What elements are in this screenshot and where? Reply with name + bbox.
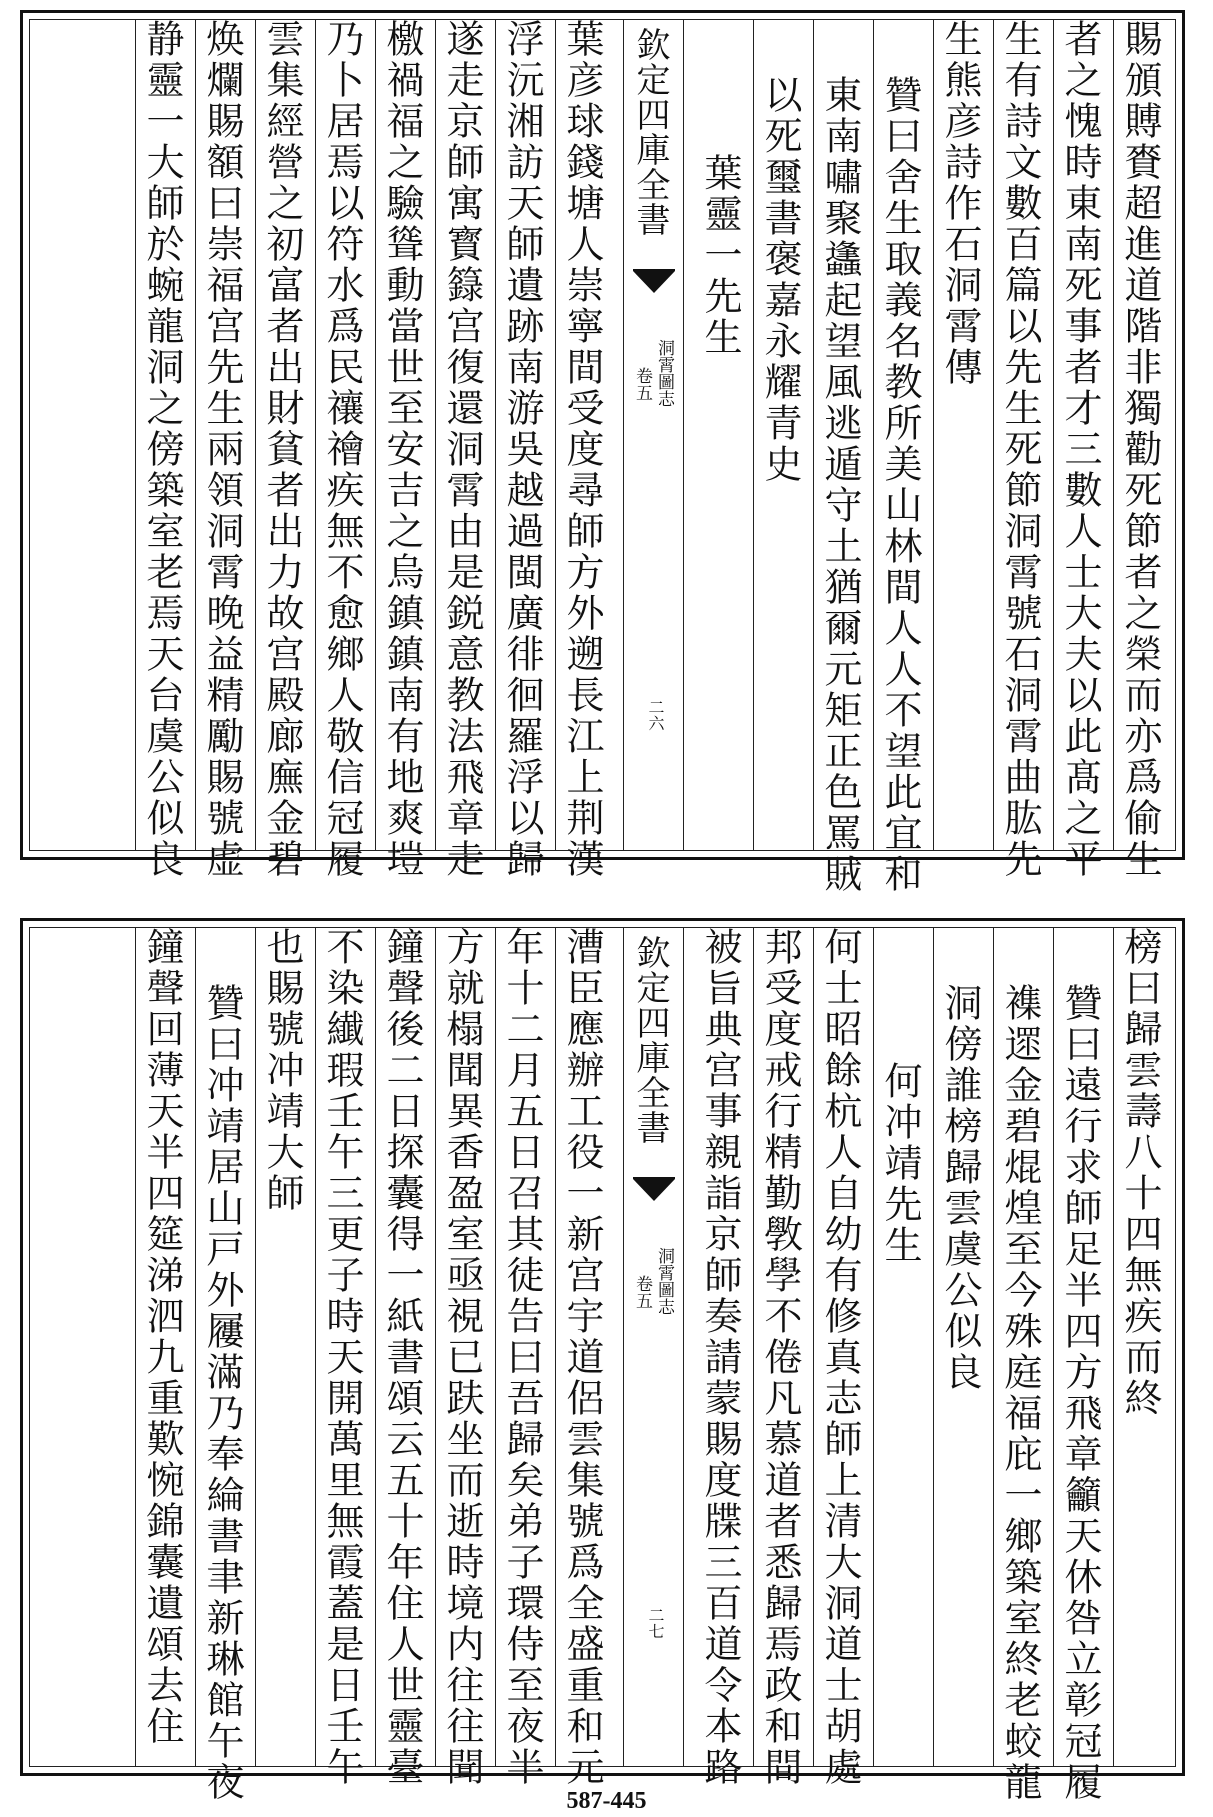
text-column: 乃卜居焉以符水爲民禳禬疾無不愈鄉人敬信冠履	[320, 19, 364, 880]
fish-tail-mark	[633, 269, 675, 271]
volume-label: 卷五	[632, 1275, 652, 1309]
text-column: 者之愧時東南死事者才三數人士大夫以此髙之平	[1058, 19, 1102, 880]
center-column	[627, 19, 681, 851]
text-column: 焕爛賜額曰崇福宫先生兩領洞霄晚益精勵賜號虚	[200, 19, 244, 880]
book-title: 欽定四庫全書	[630, 935, 670, 1145]
book-title: 欽定四庫全書	[630, 27, 670, 237]
gazetteer-title: 洞霄圖志	[654, 339, 674, 407]
scan-reference: 587-445	[566, 1788, 647, 1814]
page-number: 二六	[646, 699, 665, 731]
text-column: 襍遝金碧焜煌至今殊庭福庇一鄉築室終老蛟龍	[998, 983, 1042, 1803]
text-column: 以死璽書褒嘉永耀青史	[758, 75, 802, 485]
fish-tail-mark	[633, 1177, 675, 1179]
text-column: 年十二月五日召其徒告曰吾歸矣弟子環侍至夜半	[500, 927, 544, 1788]
center-column	[627, 927, 681, 1767]
text-column: 雲集經營之初富者出財貧者出力故宫殿廊廡金碧	[260, 19, 304, 880]
text-column: 贊曰遠行求師足半四方飛章籲天休咎立彰冠履	[1058, 983, 1102, 1803]
top-page	[20, 10, 1185, 895]
text-column: 鐘聲後二日探囊得一紙書頌云五十年住人世靈臺	[380, 927, 424, 1788]
text-column: 贊曰冲靖居山戸外屨滿乃奉綸書聿新琳館午夜	[200, 983, 244, 1803]
text-column: 漕臣應辦工役一新宫宇道侶雲集號爲全盛重和元	[560, 927, 604, 1788]
text-column: 方就榻聞異香盈室亟視已趺坐而逝時境内往往聞	[440, 927, 484, 1788]
text-column: 鐘聲回薄天半四筵涕泗九重歎惋錦囊遺頌去住	[140, 927, 184, 1747]
text-column: 静靈一大師於蜿龍洞之傍築室老焉天台虞公似良	[140, 19, 184, 880]
gazetteer-title: 洞霄圖志	[654, 1247, 674, 1315]
text-column: 被旨典宫事親詣京師奏請蒙賜度牒三百道令本路	[698, 927, 742, 1788]
section-heading: 葉靈一先生	[698, 153, 742, 358]
text-column: 東南嘯聚蠭起望風逃遁守土猶爾元矩正色罵賊	[818, 75, 862, 895]
text-column: 也賜號冲靖大師	[260, 927, 304, 1214]
text-column: 生有詩文數百篇以先生死節洞霄號石洞霄曲肱先	[998, 19, 1042, 880]
text-column: 不染纎瑕壬午三更子時天開萬里無霞蓋是日壬午	[320, 927, 364, 1788]
text-column: 何士昭餘杭人自幼有修真志師上清大洞道士胡處	[818, 927, 862, 1788]
text-column: 遂走京師寓寳籙宫復還洞霄由是鋭意教法飛章走	[440, 19, 484, 880]
text-column: 葉彦球錢塘人崇寧間受度尋師方外遡長江上荆漢	[560, 19, 604, 880]
text-column: 贊曰舍生取義名教所美山林間人人不望此宜和	[878, 75, 922, 895]
text-column: 檄禍福之驗聳動當世至安吉之烏鎮鎮南有地爽塏	[380, 19, 424, 880]
text-column: 浮沅湘訪天師遺跡南游吳越過閩廣徘徊羅浮以歸	[500, 19, 544, 880]
text-column: 賜頒賻賚超進道階非獨勸死節者之榮而亦爲偷生	[1118, 19, 1162, 880]
volume-label: 卷五	[632, 367, 652, 401]
section-heading: 何冲靖先生	[878, 1061, 922, 1266]
text-column: 生熊彦詩作石洞霄傳	[938, 19, 982, 388]
text-column: 榜曰歸雲壽八十四無疾而終	[1118, 927, 1162, 1419]
page-number: 二七	[646, 1607, 665, 1639]
text-column: 洞傍誰榜歸雲虞公似良	[938, 983, 982, 1393]
text-column: 邦受度戒行精勤斆學不倦凡慕道者悉歸焉政和間	[758, 927, 802, 1788]
